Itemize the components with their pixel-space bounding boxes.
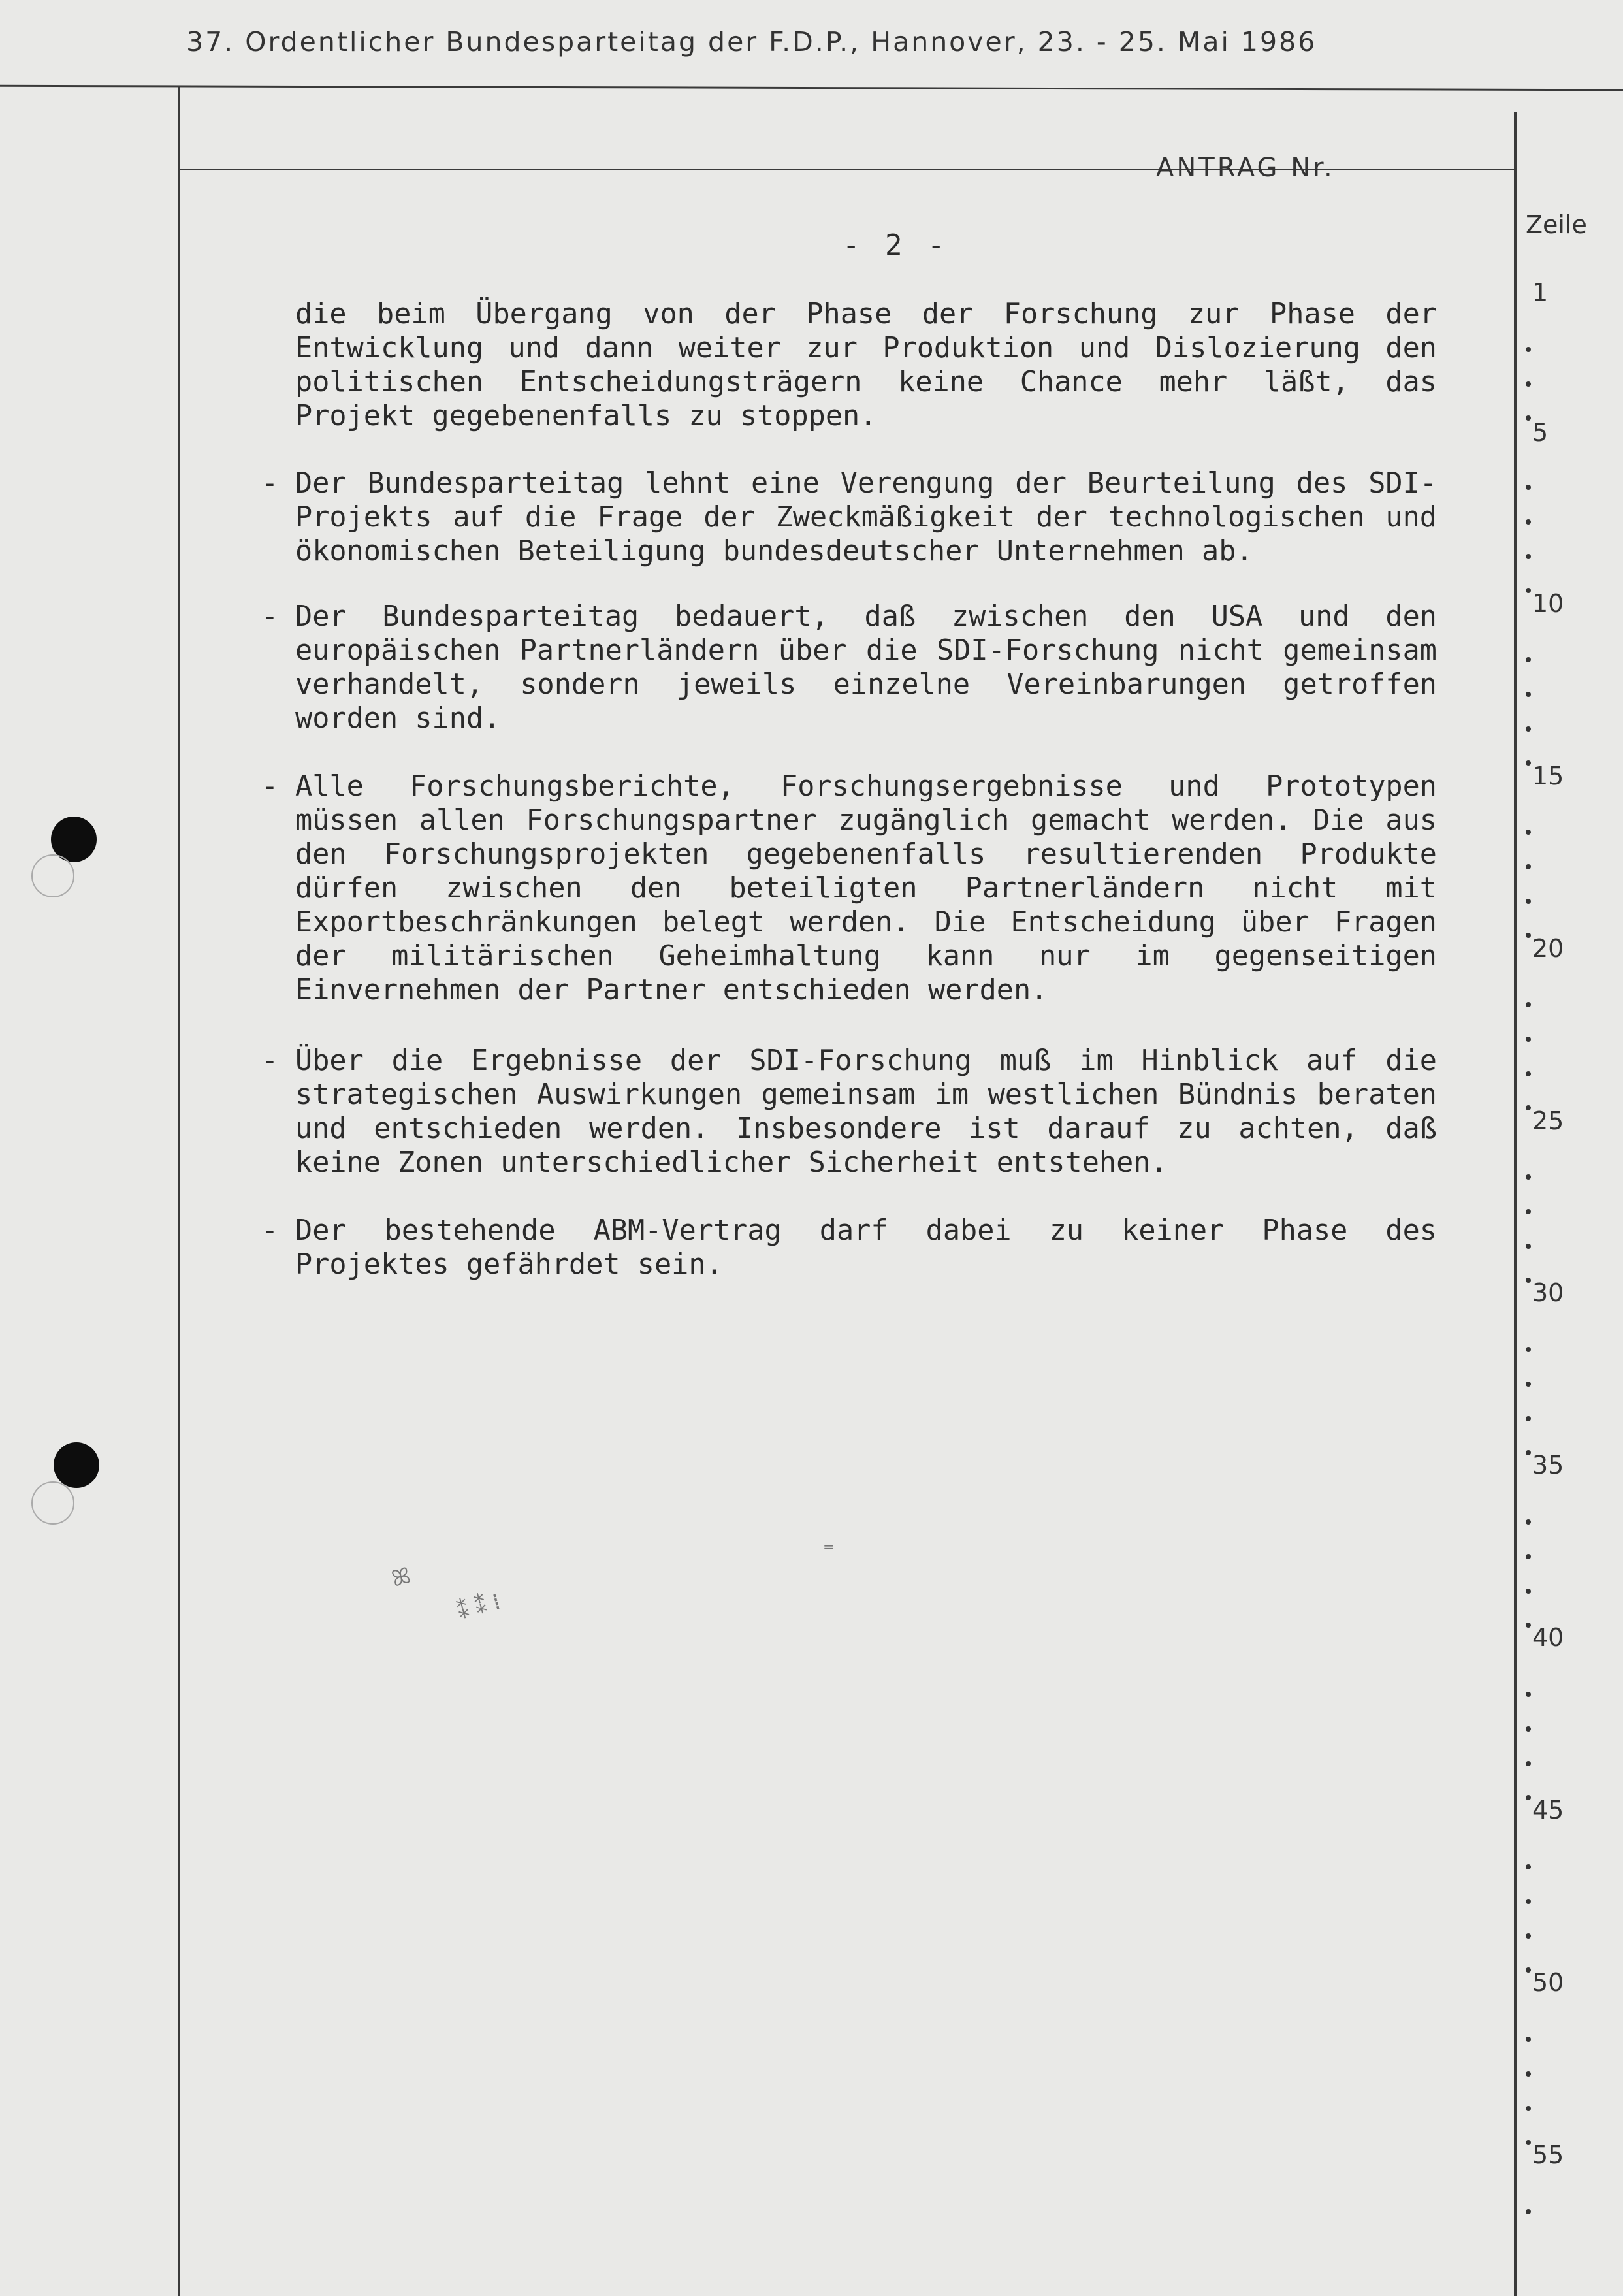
- line-number: 55: [1532, 2141, 1564, 2169]
- paragraph-item: [261, 769, 1437, 1007]
- line-number: 35: [1532, 1451, 1564, 1479]
- paragraph-text: die beim Übergang von der Phase der Forschung zur Phase der Entwicklung und dann weiter zur Produktion und Dislozierung den politischen Entscheidungsträgern keine Chance mehr läßt, das Projekt gegebenenfalls zu stoppen.: [295, 298, 1437, 432]
- line-marker-dot: [1526, 1761, 1531, 1766]
- document-header-title: 37. Ordentlicher Bundesparteitag der F.D.P., Hannover, 23. - 25. Mai 1986: [186, 26, 1317, 57]
- bullet-dash: -: [261, 770, 279, 803]
- line-marker-dot: [1526, 1071, 1531, 1076]
- line-marker-dot: [1526, 760, 1531, 766]
- zeile-column-header: Zeile: [1526, 210, 1587, 239]
- paragraph-text: Der Bundesparteitag bedauert, daß zwischen den USA und den europäischen Partnerländern über die SDI-Forschung nicht gemeinsam verhandelt, sondern jeweils einzelne Vereinbarungen getroffen worden sind.: [295, 600, 1437, 735]
- bullet-dash: -: [261, 467, 279, 500]
- line-marker-dot: [1526, 933, 1531, 938]
- line-number: 15: [1532, 762, 1564, 790]
- line-number: 30: [1532, 1278, 1564, 1307]
- line-marker-dot: [1526, 1174, 1531, 1180]
- line-number: 1: [1532, 278, 1549, 307]
- paragraph-text: Der Bundesparteitag lehnt eine Verengung der Beurteilung des SDI-Projekts auf die Frage der Zweckmäßigkeit der technologischen und ökonomischen Beteiligung bundesdeutscher Unternehmen ab.: [295, 467, 1437, 568]
- ink-smudge: ⁼: [823, 1538, 835, 1564]
- line-marker-dot: [1526, 1278, 1531, 1283]
- line-marker-dot: [1526, 1933, 1531, 1939]
- line-marker-dot: [1526, 1347, 1531, 1352]
- antrag-number-label: ANTRAG Nr.: [1156, 153, 1335, 183]
- line-number: 25: [1532, 1107, 1564, 1135]
- line-marker-dot: [1526, 830, 1531, 835]
- bullet-dash: -: [261, 1214, 279, 1247]
- paragraph-text: Alle Forschungsberichte, Forschungsergebnisse und Prototypen müssen allen Forschungspartner zugänglich gemacht werden. Die aus den Forschungsprojekten gegebenenfalls resultierenden Produkte dürfen zwischen den beteiligten Partnerländern nicht mit Exportbeschränkungen belegt werden. Die Entscheidung über Fragen der militärischen Geheimhaltung kann nur im gegenseitigen Einvernehmen der Partner entschieden werden.: [295, 770, 1437, 1007]
- line-number: 20: [1532, 934, 1564, 963]
- ink-smudge: ⁑ ⁑ ⁞: [454, 1589, 504, 1625]
- top-rule: [0, 85, 1623, 91]
- line-marker-dot: [1526, 899, 1531, 904]
- line-marker-dot: [1526, 1450, 1531, 1455]
- punch-hole-ring: [31, 1481, 74, 1525]
- line-marker-dot: [1526, 1382, 1531, 1387]
- punch-hole-ring: [31, 854, 74, 897]
- line-number: 40: [1532, 1623, 1564, 1652]
- punch-hole: [54, 1442, 99, 1488]
- line-marker-dot: [1526, 554, 1531, 559]
- line-marker-dot: [1526, 692, 1531, 697]
- line-marker-dot: [1526, 1899, 1531, 1904]
- bullet-dash: -: [261, 1044, 279, 1077]
- line-marker-dot: [1526, 485, 1531, 490]
- bullet-dash: -: [261, 600, 279, 633]
- line-marker-dot: [1526, 1416, 1531, 1421]
- line-number: 45: [1532, 1796, 1564, 1824]
- line-marker-dot: [1526, 2037, 1531, 2042]
- line-marker-dot: [1526, 1105, 1531, 1110]
- line-marker-dot: [1526, 2071, 1531, 2077]
- line-marker-dot: [1526, 519, 1531, 525]
- line-marker-dot: [1526, 1726, 1531, 1732]
- ink-smudge: ꕤ: [389, 1562, 413, 1593]
- line-marker-dot: [1526, 1589, 1531, 1594]
- page-number: - 2 -: [843, 229, 949, 262]
- paragraph-text: Über die Ergebnisse der SDI-Forschung muß im Hinblick auf die strategischen Auswirkungen gemeinsam im westlichen Bündnis beraten und entschieden werden. Insbesondere ist darauf zu achten, daß keine Zonen unterschiedlicher Sicherheit entstehen.: [295, 1044, 1437, 1179]
- line-marker-dot: [1526, 347, 1531, 352]
- line-marker-dot: [1526, 2209, 1531, 2214]
- line-marker-dot: [1526, 1967, 1531, 1973]
- zeile-column-rule: [1514, 112, 1517, 2296]
- line-number: 50: [1532, 1968, 1564, 1997]
- line-number: 5: [1532, 418, 1549, 447]
- line-marker-dot: [1526, 2140, 1531, 2145]
- line-number: 10: [1532, 589, 1564, 618]
- line-marker-dot: [1526, 1519, 1531, 1525]
- paragraph-item: [261, 600, 1437, 736]
- line-marker-dot: [1526, 381, 1531, 387]
- line-marker-dot: [1526, 1244, 1531, 1249]
- line-marker-dot: [1526, 1037, 1531, 1042]
- paragraph-text: Der bestehende ABM-Vertrag darf dabei zu keiner Phase des Projektes gefährdet sein.: [295, 1214, 1437, 1281]
- line-marker-dot: [1526, 657, 1531, 662]
- paragraph-item: [261, 466, 1437, 568]
- line-marker-dot: [1526, 1795, 1531, 1800]
- paragraph-item: [261, 1214, 1437, 1282]
- line-marker-dot: [1526, 1554, 1531, 1559]
- paragraph-continuation: [293, 297, 1437, 433]
- line-marker-dot: [1526, 415, 1531, 421]
- line-marker-dot: [1526, 1623, 1531, 1628]
- line-marker-dot: [1526, 1692, 1531, 1697]
- line-marker-dot: [1526, 1209, 1531, 1214]
- line-marker-dot: [1526, 1002, 1531, 1007]
- line-marker-dot: [1526, 726, 1531, 732]
- line-marker-dot: [1526, 1864, 1531, 1869]
- line-marker-dot: [1526, 2106, 1531, 2111]
- line-marker-dot: [1526, 588, 1531, 593]
- line-marker-dot: [1526, 864, 1531, 869]
- left-margin-rule: [178, 87, 180, 2296]
- paragraph-item: [261, 1044, 1437, 1180]
